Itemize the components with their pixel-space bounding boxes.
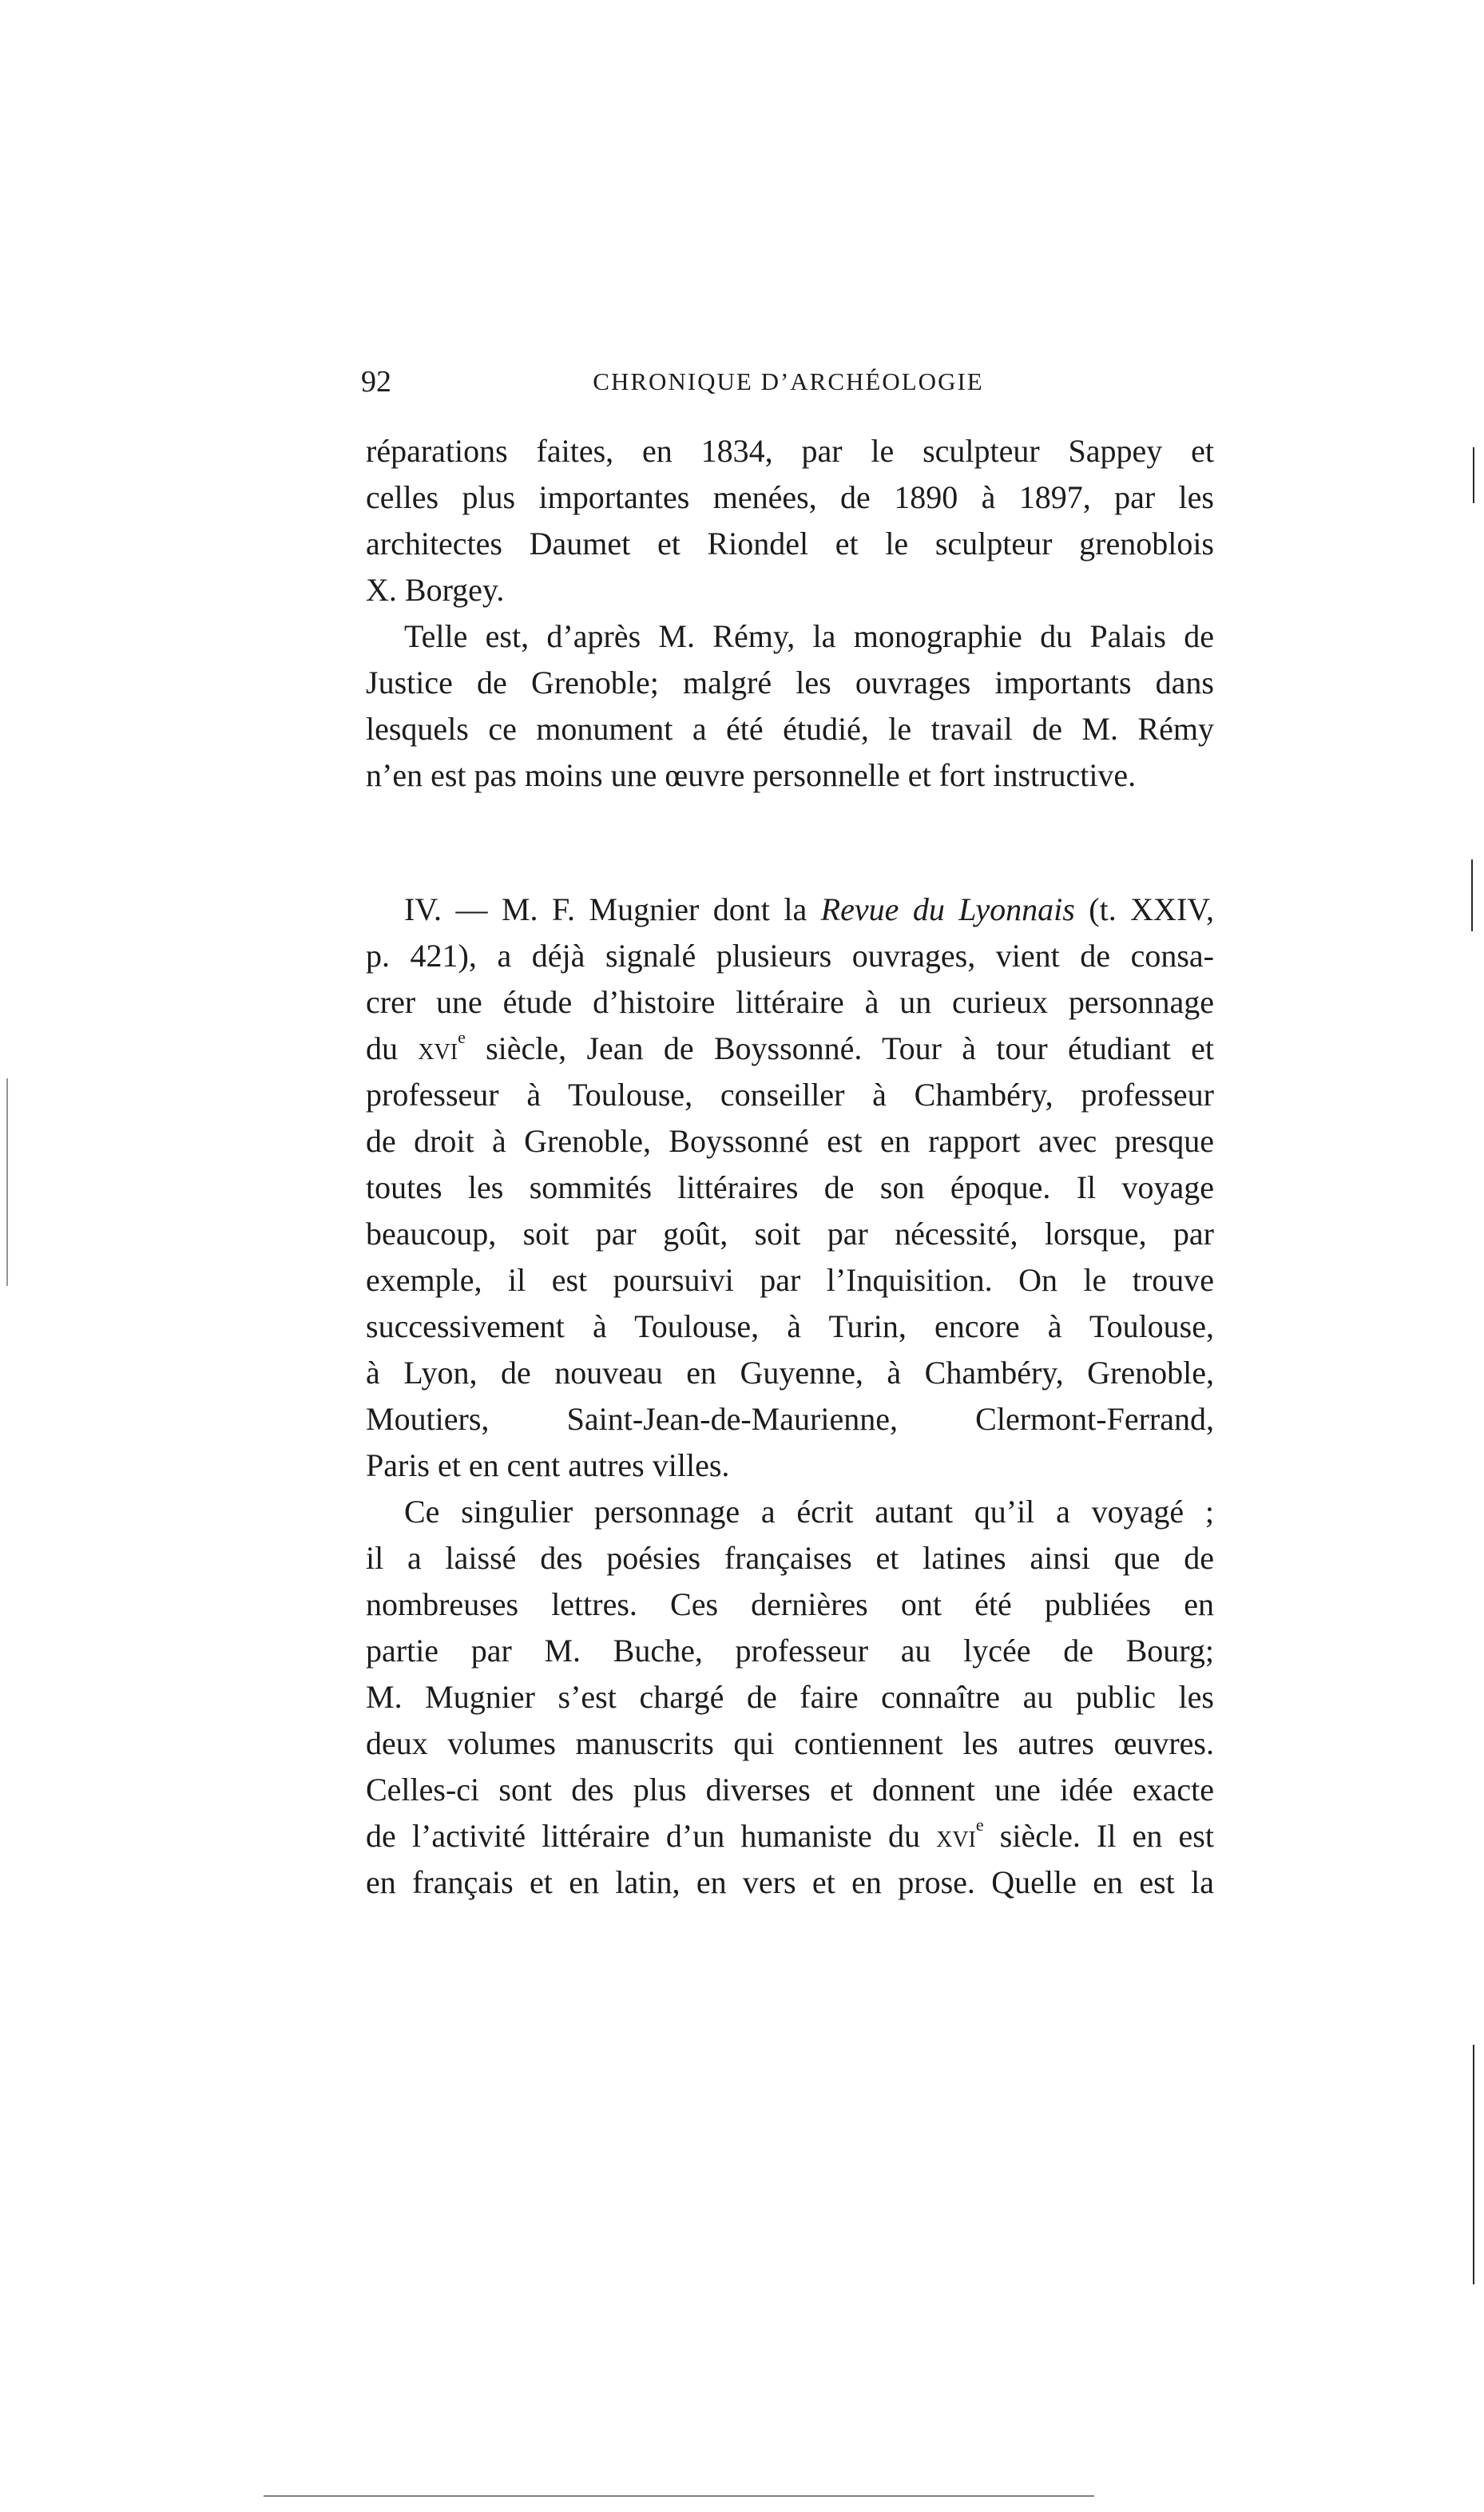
text-line: deux volumes manuscrits qui contiennent les autres œuvres. — [366, 1725, 1214, 1761]
text-line: p. 421), a déjà signalé plusieurs ouvrages, vient de consa- — [366, 938, 1214, 974]
text-line: Moutiers, Saint-Jean-de-Maurienne, Clermont-Ferrand, — [366, 1401, 1214, 1437]
text-line: nombreuses lettres. Ces dernières ont été publiées en — [366, 1586, 1214, 1622]
text-run: siècle, Jean de Boyssonné. Tour à tour étudiant et — [465, 1030, 1215, 1066]
paragraph-2 — [366, 613, 1214, 799]
text-line: successivement à Toulouse, à Turin, encore à Toulouse, — [366, 1308, 1214, 1344]
text-run: de l’activité littéraire d’un humaniste du — [366, 1818, 937, 1854]
text-line: M. Mugnier s’est chargé de faire connaître au public les — [366, 1679, 1214, 1715]
running-title: CHRONIQUE D’ARCHÉOLOGIE — [593, 367, 984, 395]
text-line: partie par M. Buche, professeur au lycée de Bourg; — [366, 1633, 1214, 1669]
text-line: beaucoup, soit par goût, soit par nécessité, lorsque, par — [366, 1216, 1214, 1252]
century-numeral: xvi — [936, 1818, 976, 1854]
scan-edge-mark — [264, 2495, 1094, 2497]
text-run: du — [366, 1030, 419, 1066]
text-line: exemple, il est poursuivi par l’Inquisition. On le trouve — [366, 1262, 1214, 1298]
text-line: en français et en latin, en vers et en prose. Quelle en est la — [366, 1864, 1214, 1900]
text-line — [366, 1026, 1214, 1072]
scan-edge-mark — [1471, 859, 1473, 931]
text-line: lesquels ce monument a été étudié, le travail de M. Rémy — [366, 711, 1214, 747]
text-line: architectes Daumet et Riondel et le sculpteur grenoblois — [366, 526, 1214, 562]
text-line: Ce singulier personnage a écrit autant qu’il a voyagé ; — [404, 1494, 1214, 1530]
page-header — [361, 361, 1216, 403]
text-line: Justice de Grenoble; malgré les ouvrages importants dans — [366, 665, 1214, 700]
journal-title: Revue du Lyonnais — [820, 891, 1075, 927]
text-line: de droit à Grenoble, Boyssonné est en rapport avec presque — [366, 1123, 1214, 1159]
page-number: 92 — [361, 365, 391, 399]
text-line: Telle est, d’après M. Rémy, la monographie du Palais de — [404, 618, 1214, 654]
scan-edge-mark — [6, 1078, 8, 1286]
text-line: toutes les sommités littéraires de son époque. Il voyage — [366, 1169, 1214, 1205]
text-line — [366, 1813, 1214, 1859]
text-line: n’en est pas moins une œuvre personnelle et fort instructive. — [366, 757, 1137, 793]
century-numeral: xvi — [418, 1030, 458, 1066]
text-run: IV. — M. F. Mugnier dont la — [404, 891, 821, 927]
text-run: siècle. Il en est — [983, 1818, 1214, 1854]
text-run: (t. XXIV, — [1074, 891, 1214, 927]
superscript: e — [975, 1815, 984, 1835]
paragraph-1 — [366, 428, 1214, 613]
superscript: e — [458, 1027, 466, 1048]
paragraph-3 — [366, 887, 1214, 1489]
text-line — [366, 887, 1214, 933]
text-line: il a laissé des poésies françaises et latines ainsi que de — [366, 1540, 1214, 1576]
text-line: à Lyon, de nouveau en Guyenne, à Chambéry, Grenoble, — [366, 1355, 1214, 1391]
text-line: X. Borgey. — [366, 572, 505, 608]
scan-edge-mark — [1473, 2045, 1474, 2284]
text-line: Celles-ci sont des plus diverses et donnent une idée exacte — [366, 1772, 1214, 1808]
scan-edge-mark — [1473, 447, 1474, 503]
paragraph-4 — [366, 1489, 1214, 1906]
text-line: celles plus importantes menées, de 1890 à 1897, par les — [366, 479, 1214, 515]
text-line: crer une étude d’histoire littéraire à un curieux personnage — [366, 984, 1214, 1020]
text-line: réparations faites, en 1834, par le sculpteur Sappey et — [366, 433, 1214, 469]
text-line: Paris et en cent autres villes. — [366, 1447, 730, 1483]
text-line: professeur à Toulouse, conseiller à Chambéry, professeur — [366, 1077, 1214, 1113]
